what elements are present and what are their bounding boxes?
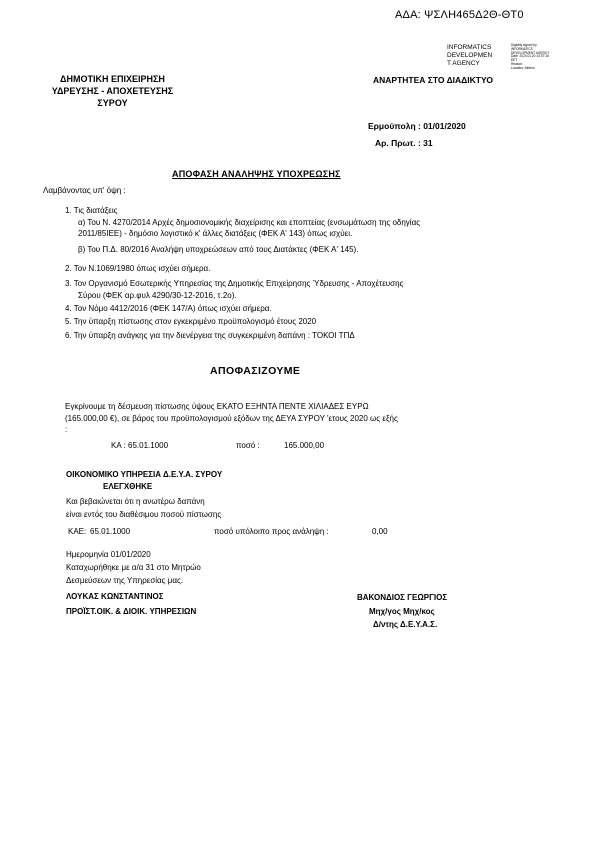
considering-intro: Λαμβάνοντας υπ' όψη : — [43, 186, 126, 195]
kae-value: 65.01.1000 — [90, 527, 131, 536]
protocol-number: Αρ. Πρωτ. : 31 — [375, 138, 433, 148]
item-3-line-1: 3. Τον Οργανισμό Εσωτερικής Υπηρεσίας της Δημοτικής Επιχείρησης Ύδρευσης - Αποχέτευσης — [65, 279, 404, 288]
item-6: 6. Την ύπαρξη ανάγκης για την διενέργεια της συγκεκριμένη δαπάνη : ΤΟΚΟΙ ΤΠΔ — [65, 331, 355, 340]
certification-line-2: είναι εντός του διαθέσιμου ποσού πίστωσης — [66, 510, 222, 519]
item-2: 2. Τον Ν.1069/1980 όπως ισχύει σήμερα. — [65, 264, 211, 273]
item-1b: β) Του Π.Δ. 80/2016 Αναλήψη υποχρεώσεων από τους Διατάκτες (ΦΕΚ Α' 145). — [78, 245, 359, 254]
ka-value: 65.01.1000 — [128, 441, 169, 450]
digital-signature-stamp — [447, 44, 572, 76]
remaining-value: 0,00 — [372, 527, 388, 536]
document-title: ΑΠΟΦΑΣΗ ΑΝΑΛΗΨΗΣ ΥΠΟΧΡΕΩΣΗΣ — [172, 169, 341, 179]
right-signatory-name: ΒΑΚΟΝΔΙΟΣ ΓΕΩΡΓΙΟΣ — [357, 593, 448, 602]
checked-label: ΕΛΕΓΧΘΗΚΕ — [103, 482, 153, 491]
approval-line-2: (165.000,00 €), σε βάρος του προϋπολογισμού εξόδων της ΔΕΥΑ ΣΥΡΟΥ 'ετους 2020 ως εξής — [65, 414, 398, 423]
item-3-line-2: Σύρου (ΦΕΚ αρ.φυλ 4290/30-12-2016, τ.2ο). — [78, 291, 237, 300]
publish-note: ΑΝΑΡΤΗΤΕΑ ΣΤΟ ΔΙΑΔΙΚΤΥΟ — [373, 75, 493, 85]
item-1a-line-1: α) Του Ν. 4270/2014 Αρχές δημοσιονομικής διαχείρισης και εποπτείας (ενσωμάτωση της οδηγίας — [78, 218, 421, 227]
ka-label: ΚΑ : — [111, 441, 126, 450]
registration-line-2: Δεσμεύσεων της Υπηρεσίας μας. — [66, 576, 184, 585]
registration-line-1: Καταχωρήθηκε με α/α 31 στο Μητρώο — [66, 563, 201, 572]
registration-date: Ημερομηνία 01/01/2020 — [66, 550, 151, 559]
signature-details: Digitally signed by INFORMATICS DEVELOPMENT AGENCY Date: 2020.01.20 13:37:16 EET Reason: Location: Athens — [511, 43, 550, 70]
finance-service: ΟΙΚΟΝΟΜΙΚΟ ΥΠΗΡΕΣΙΑ Δ.Ε.Υ.Α. ΣΥΡΟΥ — [66, 470, 223, 479]
left-signatory-name: ΛΟΥΚΑΣ ΚΩΝΣΤΑΝΤΙΝΟΣ — [66, 592, 164, 601]
right-signatory-role-1: Μηχ/γος Μηχ/κος — [369, 607, 435, 616]
remaining-label: ποσό υπόλοιπο προς ανάληψη : — [214, 527, 329, 536]
approval-line-1: Εγκρίνουμε τη δέσμευση πίστωσης ύψους ΕΚΑΤΟ ΕΞΗΝΤΑ ΠΕΝΤΕ ΧΙΛΙΑΔΕΣ ΕΥΡΩ — [65, 402, 369, 411]
decision-heading: ΑΠΟΦΑΣΙΖΟΥΜΕ — [210, 365, 301, 377]
right-signatory-role-2: Δ/ντης Δ.Ε.Υ.Α.Σ. — [373, 620, 438, 629]
amount-value: 165.000,00 — [284, 441, 325, 450]
left-signatory-role: ΠΡΟΪΣΤ.ΟΙΚ. & ΔΙΟΙΚ. ΥΠΗΡΕΣΙΩΝ — [66, 607, 197, 616]
certification-line-1: Και βεβαιώνεται ότι η ανωτέρω δαπάνη — [66, 497, 205, 506]
date-line: Ερμούπολη : 01/01/2020 — [368, 121, 466, 131]
signature-organization: INFORMATICS DEVELOPMEN T AGENCY — [447, 44, 493, 68]
organization-name: ΔΗΜΟΤΙΚΗ ΕΠΙΧΕΙΡΗΣΗ ΥΔΡΕΥΣΗΣ - ΑΠΟΧΕΤΕΥΣΗΣ ΣΥΡΟΥ — [51, 74, 174, 108]
ada-code: ΑΔΑ: ΨΣΛΗ465Δ2Θ-ΘΤ0 — [395, 9, 524, 21]
item-1: 1. Τις διατάξεις — [65, 206, 118, 215]
approval-line-3: : — [65, 425, 68, 434]
item-4: 4. Τον Νόμο 4412/2016 (ΦΕΚ 147/Α) όπως ισχύει σήμερα. — [65, 304, 272, 313]
item-5: 5. Την ύπαρξη πίστωσης στον εγκεκριμένο προϋπολογισμό έτους 2020 — [65, 317, 317, 326]
kae-label: ΚΑΕ: — [68, 527, 87, 536]
item-1a-line-2: 2011/85ΙΕΕ) - δημόσιο λογιστικό κ' άλλες διατάξεις (ΦΕΚ Α' 143) όπως ισχύει. — [78, 229, 353, 238]
amount-label: ποσό : — [236, 441, 260, 450]
